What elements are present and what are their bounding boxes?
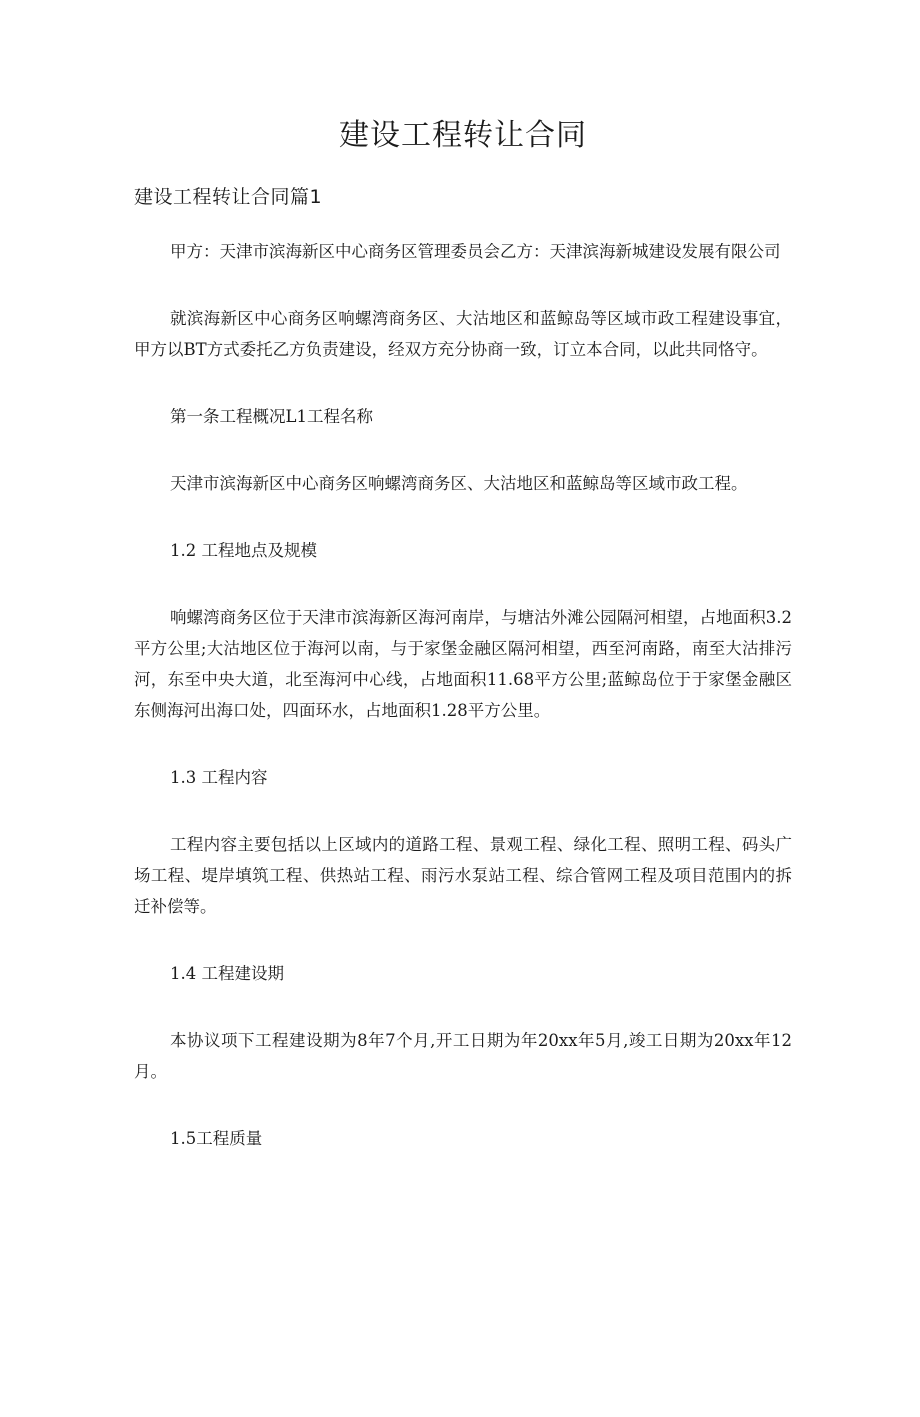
construction-period-paragraph: 本协议项下工程建设期为8年7个月,开工日期为年20xx年5月,竣工日期为20xx年12月。	[134, 1031, 792, 1081]
document-title: 建设工程转让合同	[339, 118, 587, 153]
article-1-heading: 第一条工程概况L1工程名称	[170, 407, 373, 426]
preamble-paragraph: 就滨海新区中心商务区响螺湾商务区、大沽地区和蓝鲸岛等区域市政工程建设事宜，甲方以BT方式委托乙方负责建设，经双方充分协商一致，订立本合同，以此共同恪守。	[134, 309, 792, 359]
project-name-paragraph: 天津市滨海新区中心商务区响螺湾商务区、大沽地区和蓝鲸岛等区域市政工程。	[170, 474, 748, 493]
parties-paragraph: 甲方：天津市滨海新区中心商务区管理委员会乙方：天津滨海新城建设发展有限公司	[170, 242, 781, 261]
clause-1-3-heading: 1.3 工程内容	[170, 768, 268, 787]
location-scale-paragraph: 响螺湾商务区位于天津市滨海新区海河南岸，与塘沽外滩公园隔河相望，占地面积3.2平方公里;大沽地区位于海河以南，与于家堡金融区隔河相望，西至河南路，南至大沽排污河，东至中央大道，北至海河中心线，占地面积11.68平方公里;蓝鲸岛位于于家堡金融区东侧海河出海口处，四面环水，占地面积1.28平方公里。	[134, 608, 792, 720]
document-page	[0, 116, 920, 1417]
clause-1-2-heading: 1.2 工程地点及规模	[170, 541, 317, 560]
section-heading: 建设工程转让合同篇1	[134, 186, 323, 208]
clause-1-4-heading: 1.4 工程建设期	[170, 964, 284, 983]
project-content-paragraph: 工程内容主要包括以上区域内的道路工程、景观工程、绿化工程、照明工程、码头广场工程、堤岸填筑工程、供热站工程、雨污水泵站工程、综合管网工程及项目范围内的拆迁补偿等。	[134, 835, 792, 916]
clause-1-5-heading: 1.5工程质量	[170, 1129, 263, 1148]
